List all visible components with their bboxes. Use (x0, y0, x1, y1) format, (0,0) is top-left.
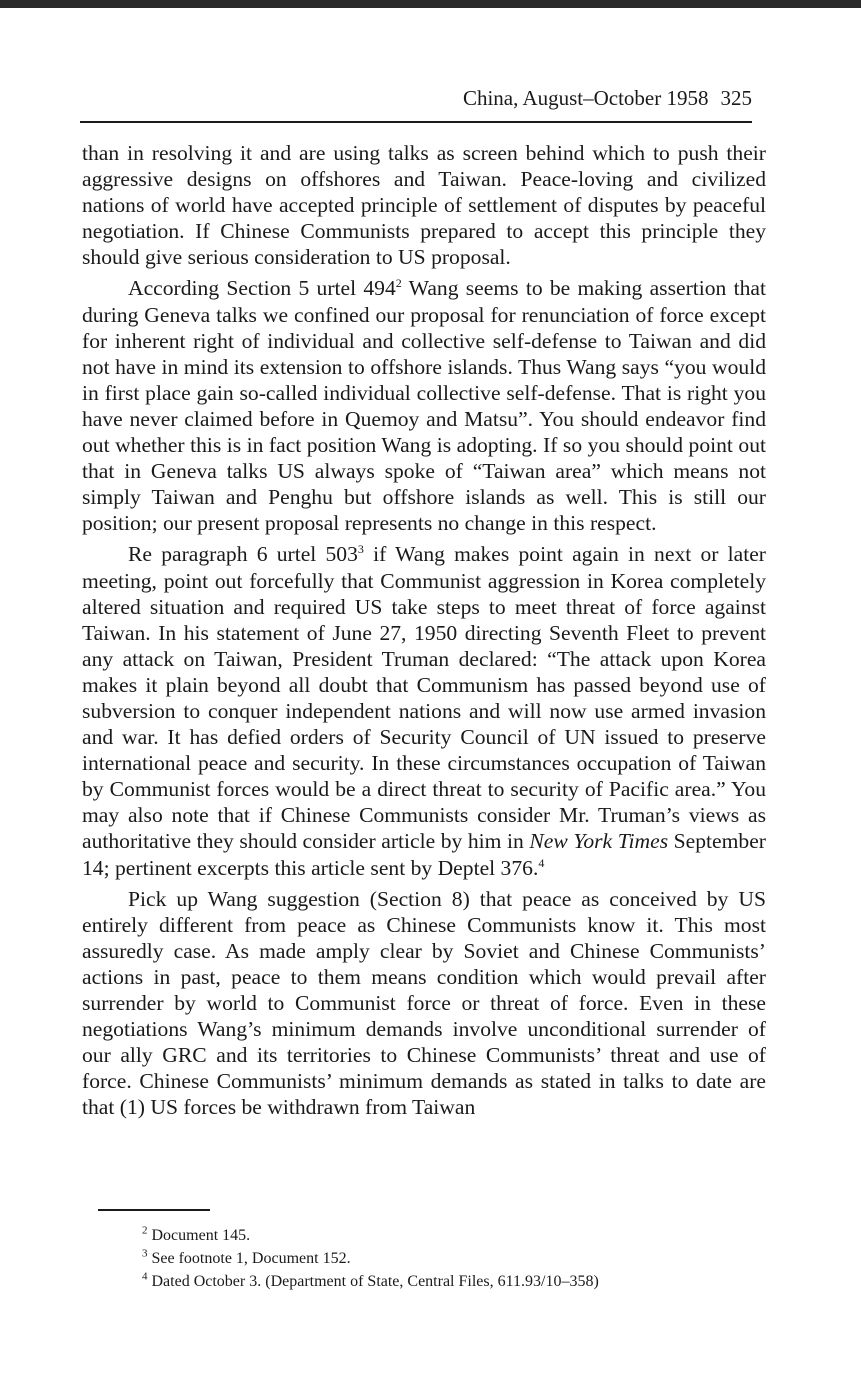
paragraph-2-text-b: Wang seems to be making assertion that during Geneva talks we confined our proposal for renunciation of force except for inherent right of individual and collective self-defense to Taiwan and did not have in mind its extension to offshore islands. Thus Wang says “you would in first place gain so-called individual collective self-defense. That is right you have never claimed before in Quemoy and Matsu”. You should endeavor find out whether this is in fact position Wang is adopting. If so you should point out that in Geneva talks US always spoke of “Taiwan area” which means not simply Taiwan and Penghu but offshore islands as well. This is still our position; our present proposal represents no change in this respect. (82, 276, 767, 536)
footnotes (142, 1224, 742, 1293)
page-number: 325 (720, 86, 752, 110)
footnote-ref-4[interactable]: 4 (538, 855, 545, 870)
paragraph-1: than in resolving it and are using talks as screen behind which to push their aggressive designs on offshores and Taiwan. Peace-loving and civilized nations of world have accepted principle of settlement of disputes by peaceful negotiation. If Chinese Communists prepared to accept this principle they should give serious consideration to US proposal. (82, 141, 766, 270)
paragraph-3-italic-title: New York Times (529, 829, 669, 854)
paragraph-3-text-c: September 14; pertinent excerpts this article sent by Deptel 376. (82, 829, 766, 880)
footnote-number: 2 (142, 1224, 148, 1237)
footnote-number: 3 (142, 1247, 148, 1260)
paragraph-3-text-a: Re paragraph 6 urtel 503 (128, 542, 358, 567)
running-header-title: China, August–October 1958 (462, 86, 709, 110)
footnote-text: See footnote 1, Document 152. (151, 1250, 351, 1267)
footnote-text: Dated October 3. (Department of State, Central Files, 611.93/10–358) (151, 1273, 599, 1290)
footnote-number: 4 (142, 1270, 148, 1283)
footnote-ref-3[interactable]: 3 (357, 542, 364, 557)
main-text (82, 140, 766, 1120)
paragraph-2-text-a: According Section 5 urtel 494 (128, 276, 396, 301)
header-rule (80, 121, 752, 123)
footnote (142, 1247, 742, 1270)
footnote (142, 1224, 742, 1247)
running-header (80, 84, 752, 112)
footnote (142, 1270, 742, 1293)
scan-edge-bar (0, 0, 861, 8)
footnote-text: Document 145. (151, 1227, 251, 1244)
paragraph-4: Pick up Wang suggestion (Section 8) that peace as conceived by US entirely different from peace as Chinese Communists know it. This most assuredly case. As made amply clear by Soviet and Chinese Communists’ actions in past, peace to them means condition which would prevail after surrender by world to Communist force or threat of force. Even in these negotiations Wang’s minimum demands involve unconditional surrender of our ally GRC and its territories to Chinese Communists’ threat and use of force. Chinese Communists’ minimum demands as stated in talks to date are that (1) US forces be withdrawn from Taiwan (82, 886, 766, 1120)
paragraph-2 (82, 275, 766, 536)
footnote-ref-2[interactable]: 2 (395, 276, 402, 291)
paragraph-3-text-b: if Wang makes point again in next or later meeting, point out forcefully that Communist aggression in Korea completely altered situation and required US take steps to meet threat of force against Taiwan. In his statement of June 27, 1950 directing Seventh Fleet to prevent any attack on Taiwan, President Truman declared: “The attack upon Korea makes it plain beyond all doubt that Communism has passed beyond use of subversion to conquer independent nations and will now use armed invasion and war. It has defied orders of Security Council of UN issued to preserve international peace and security. In these circumstances occupation of Taiwan by Communist forces would be a direct threat to security of Pacific area.” You may also note that if Chinese Communists consider Mr. Truman’s views as authoritative they should consider article by him in (82, 542, 766, 854)
footnote-rule (98, 1209, 210, 1211)
paragraph-3 (82, 541, 766, 880)
